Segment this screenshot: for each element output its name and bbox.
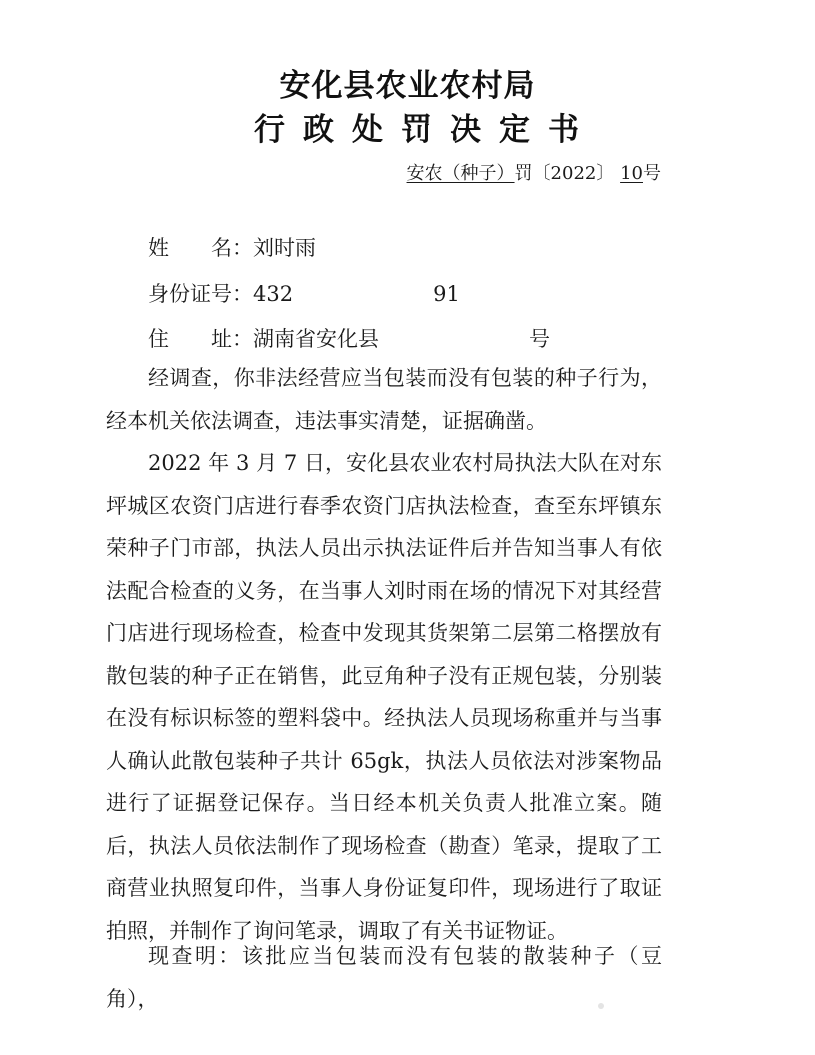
address-value: 湖南省安化县 — [253, 327, 379, 351]
body-paragraph-2: 2022 年 3 月 7 日，安化县农业农村局执法大队在对东坪城区农资门店进行春季农资门店执法检查，查至东坪镇东荣种子门市部，执法人员出示执法证件后并告知当事人有依法配合检查的义务，在当事人刘时雨在场的情况下对其经营门店进行现场检查，检查中发现其货架第二层第二格摆放有散包装的种子正在销售，此豆角种子没有正规包装，分别装在没有标识标签的塑料袋中。经执法人员现场称重并与当事人确认此散包装种子共计 65gk，执法人员依法对涉案物品进行了证据登记保存。当日经本机关负责人批准立案。随后，执法人员依法制作了现场检查（勘查）笔录，提取了工商营业执照复印件，当事人身份证复印件，现场进行了取证拍照，并制作了询问笔录，调取了有关书证物证。 — [106, 451, 662, 943]
id-number-row — [148, 278, 460, 308]
document-number-value: 10 — [620, 163, 643, 184]
address-label: 住 址： — [148, 327, 253, 351]
name-value: 刘时雨 — [253, 236, 316, 260]
name-row — [148, 232, 316, 262]
document-number-middle: 罚〔2022〕 — [514, 163, 615, 184]
id-number-label: 身份证号： — [148, 282, 253, 306]
address-suffix: 号 — [529, 327, 550, 351]
body-paragraph-1: 经调查，你非法经营应当包装而没有包装的种子行为，经本机关依法调查，违法事实清楚，证据确凿。 — [106, 366, 662, 433]
scan-speck — [598, 1003, 604, 1009]
document-number-prefix: 安农（种子） — [406, 163, 515, 184]
id-number-end: 91 — [433, 282, 460, 306]
address-row — [148, 323, 550, 353]
body-paragraph-3: 现查明：该批应当包装而没有包装的散装种子（豆角）， — [106, 944, 662, 1011]
document-number — [407, 159, 661, 185]
agency-title: 安化县农业农村局 — [279, 68, 536, 104]
name-label: 姓 名： — [148, 236, 253, 260]
id-number-start: 432 — [253, 282, 294, 306]
document-type-title: 行政处罚决定书 — [254, 112, 597, 148]
document-number-suffix: 号 — [643, 163, 661, 184]
